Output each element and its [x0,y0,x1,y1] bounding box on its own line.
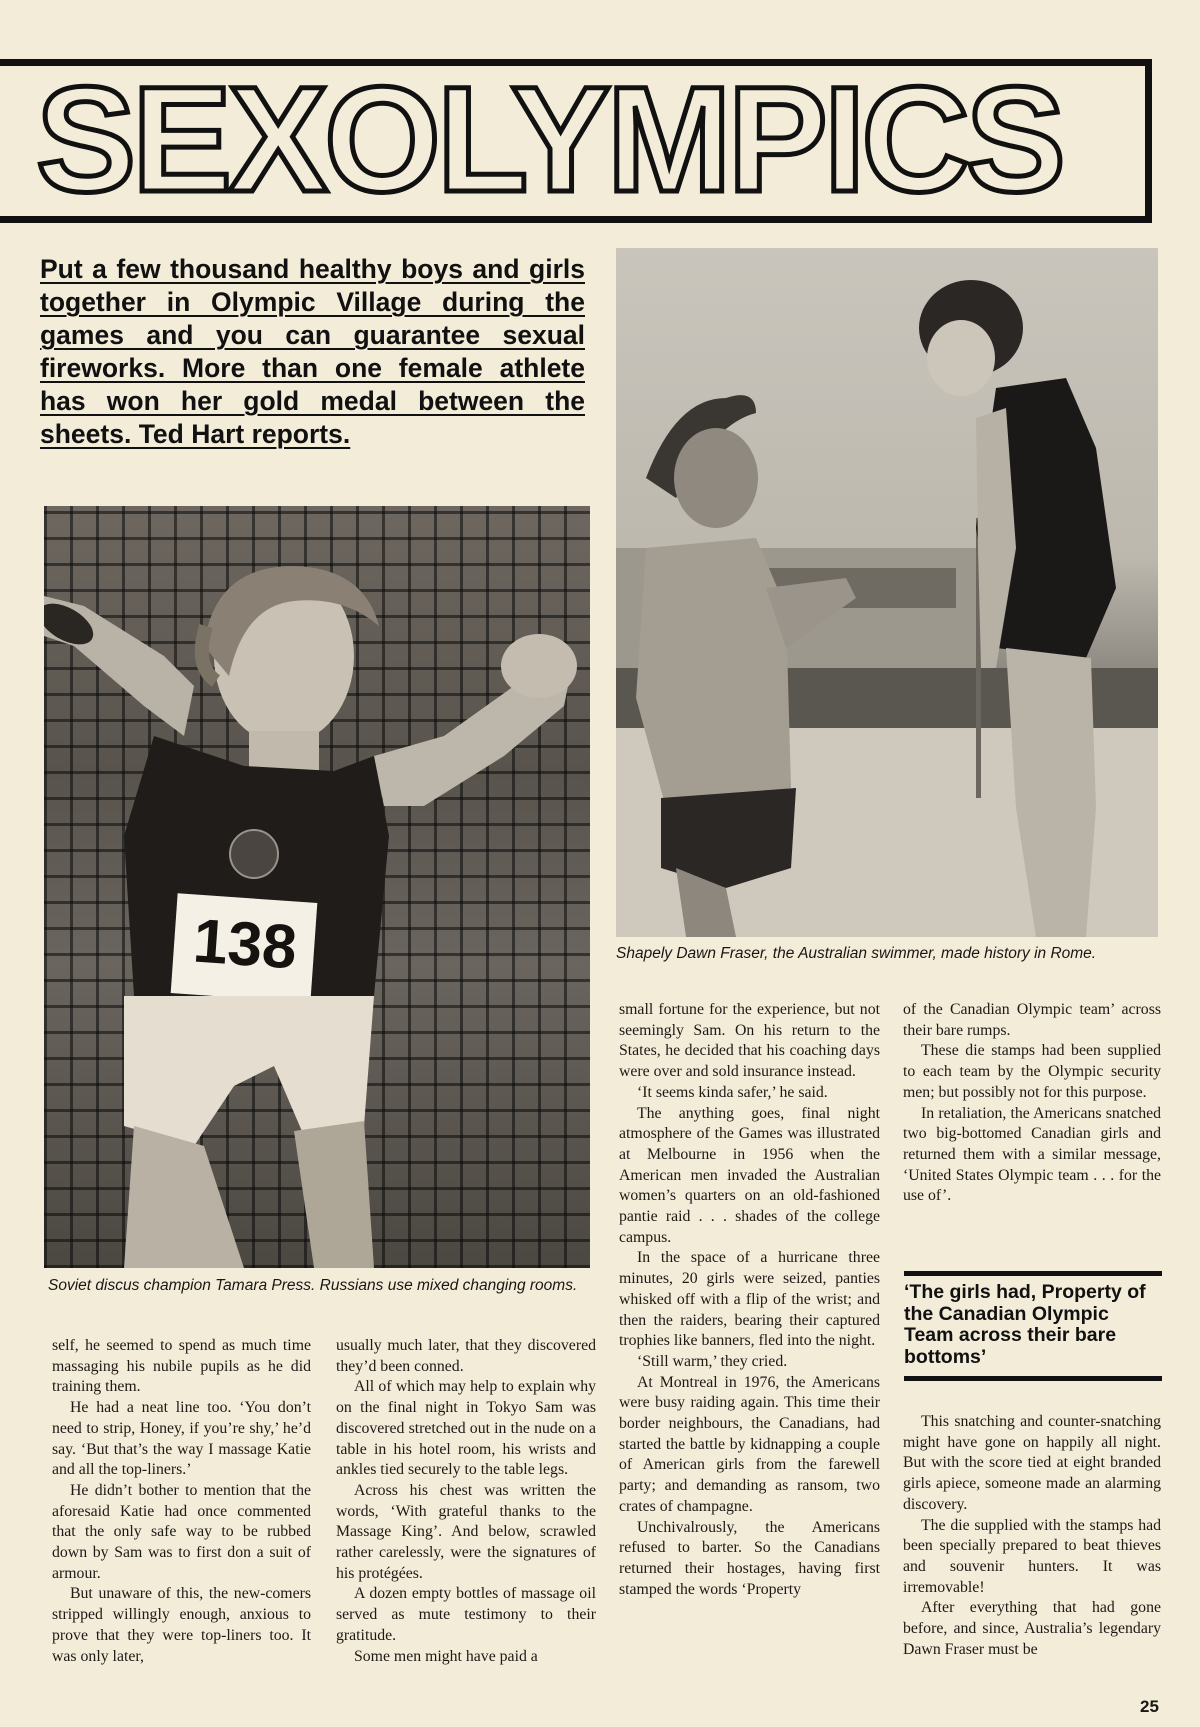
col3-para-7: Unchivalrously, the Americans refused to barter. So the Canadians returned their hostages, having first stamped the words ‘Property [619,1518,880,1598]
bib-number: 138 [191,906,300,983]
col4-para-1: of the Canadian Olympic team’ across their bare rumps. [903,1001,1161,1039]
col1-para-4: But unaware of this, the new-comers stripped willingly enough, anxious to prove that they were top-liners too. It was only later, [52,1585,311,1665]
photo1-caption: Soviet discus champion Tamara Press. Russians use mixed changing rooms. [48,1277,578,1294]
col4-para-5: The die supplied with the stamps had been specially prepared to beat thieves and souvenir hunters. It was irremovable! [903,1516,1161,1596]
col4-para-4: This snatching and counter-snatching might have gone on happily all night. But with the score tied at eight branded girls apiece, someone made an alarming discovery. [903,1413,1161,1513]
standfirst: Put a few thousand healthy boys and girls together in Olympic Village during the games and you can guarantee sexual fireworks. More than one female athlete has won her gold medal between the sheets. Ted Hart reports. [40,254,585,449]
col3-para-6: At Montreal in 1976, the Americans were busy raiding again. This time their border neighbours, the Canadians, had started the battle by kidnapping a couple of American girls from the farewell party; and demanding as ransom, two crates of champagne. [619,1373,880,1515]
col4-para-2: These die stamps had been supplied to each team by the Olympic security men; but possibly not for this purpose. [903,1042,1161,1101]
col4-para-3: In retaliation, the Americans snatched two big-bottomed Canadian girls and returned them with a similar message, ‘United States Olympic team . . . for the use of’. [903,1104,1161,1205]
col1-para-3: He didn’t bother to mention that the aforesaid Katie had once commented that the only safe way to be rubbed down by Sam was to first don a suit of armour. [52,1481,311,1582]
col1-para-1: self, he seemed to spend as much time massaging his nubile pupils as he did training them. [52,1337,311,1396]
column-3 [619,1000,880,1600]
col2-para-4: A dozen empty bottles of massage oil served as mute testimony to their gratitude. [336,1585,596,1644]
column-4-bottom [903,1412,1161,1660]
col3-para-2: ‘It seems kinda safer,’ he said. [637,1083,828,1101]
col2-para-5: Some men might have paid a [354,1647,538,1665]
pullquote: ‘The girls had, Property of the Canadian Olympic Team across their bare bottoms’ [904,1281,1146,1368]
col3-para-3: The anything goes, final night atmosphere of the Games was illustrated at Melbourne in 1956 when the American men invaded the Australian women’s quarters on an old-fashioned pantie raid . . . shades of the college campus. [619,1104,880,1246]
col3-para-4: In the space of a hurricane three minutes, 20 girls were seized, panties whisked off with a flip of the wrist; and then the raiders, bearing their captured trophies like banners, fled into the night. [619,1249,880,1350]
column-1 [52,1336,311,1667]
page-title: SEXOLYMPICS [36,55,1062,223]
photo-dawn-fraser [616,248,1158,937]
photo2-caption: Shapely Dawn Fraser, the Australian swimmer, made history in Rome. [616,945,1097,962]
column-2 [336,1336,596,1667]
col2-para-2: All of which may help to explain why on the final night in Tokyo Sam was discovered stretched out in the nude on a table in his hotel room, his wrists and ankles tied securely to the table legs. [336,1378,596,1479]
col3-para-1: small fortune for the experience, but not seemingly Sam. On his return to the States, he decided that his coaching days were over and sold insurance instead. [619,1001,880,1081]
col2-para-3: Across his chest was written the words, ‘With grateful thanks to the Massage King’. And below, scrawled rather carelessly, were the signatures of his protégées. [336,1481,596,1582]
col4-para-6: After everything that had gone before, and since, Australia’s legendary Dawn Fraser must be [903,1599,1161,1658]
discus-thrower-figure [44,506,590,1268]
pullquote-rule-top [904,1271,1162,1276]
poolside-scene [616,248,1158,937]
photo-discus-champion [44,506,590,1268]
pullquote-rule-bottom [904,1376,1162,1381]
page-number: 25 [1140,1697,1159,1716]
col1-para-2: He had a neat line too. ‘You don’t need to strip, Honey, if you’re shy,’ he’d say. ‘But that’s the way I massage Katie and all the top-liners.’ [52,1399,311,1479]
col3-para-5: ‘Still warm,’ they cried. [637,1352,788,1370]
col2-para-1: usually much later, that they discovered they’d been conned. [336,1337,596,1375]
column-4-top [903,1000,1161,1207]
